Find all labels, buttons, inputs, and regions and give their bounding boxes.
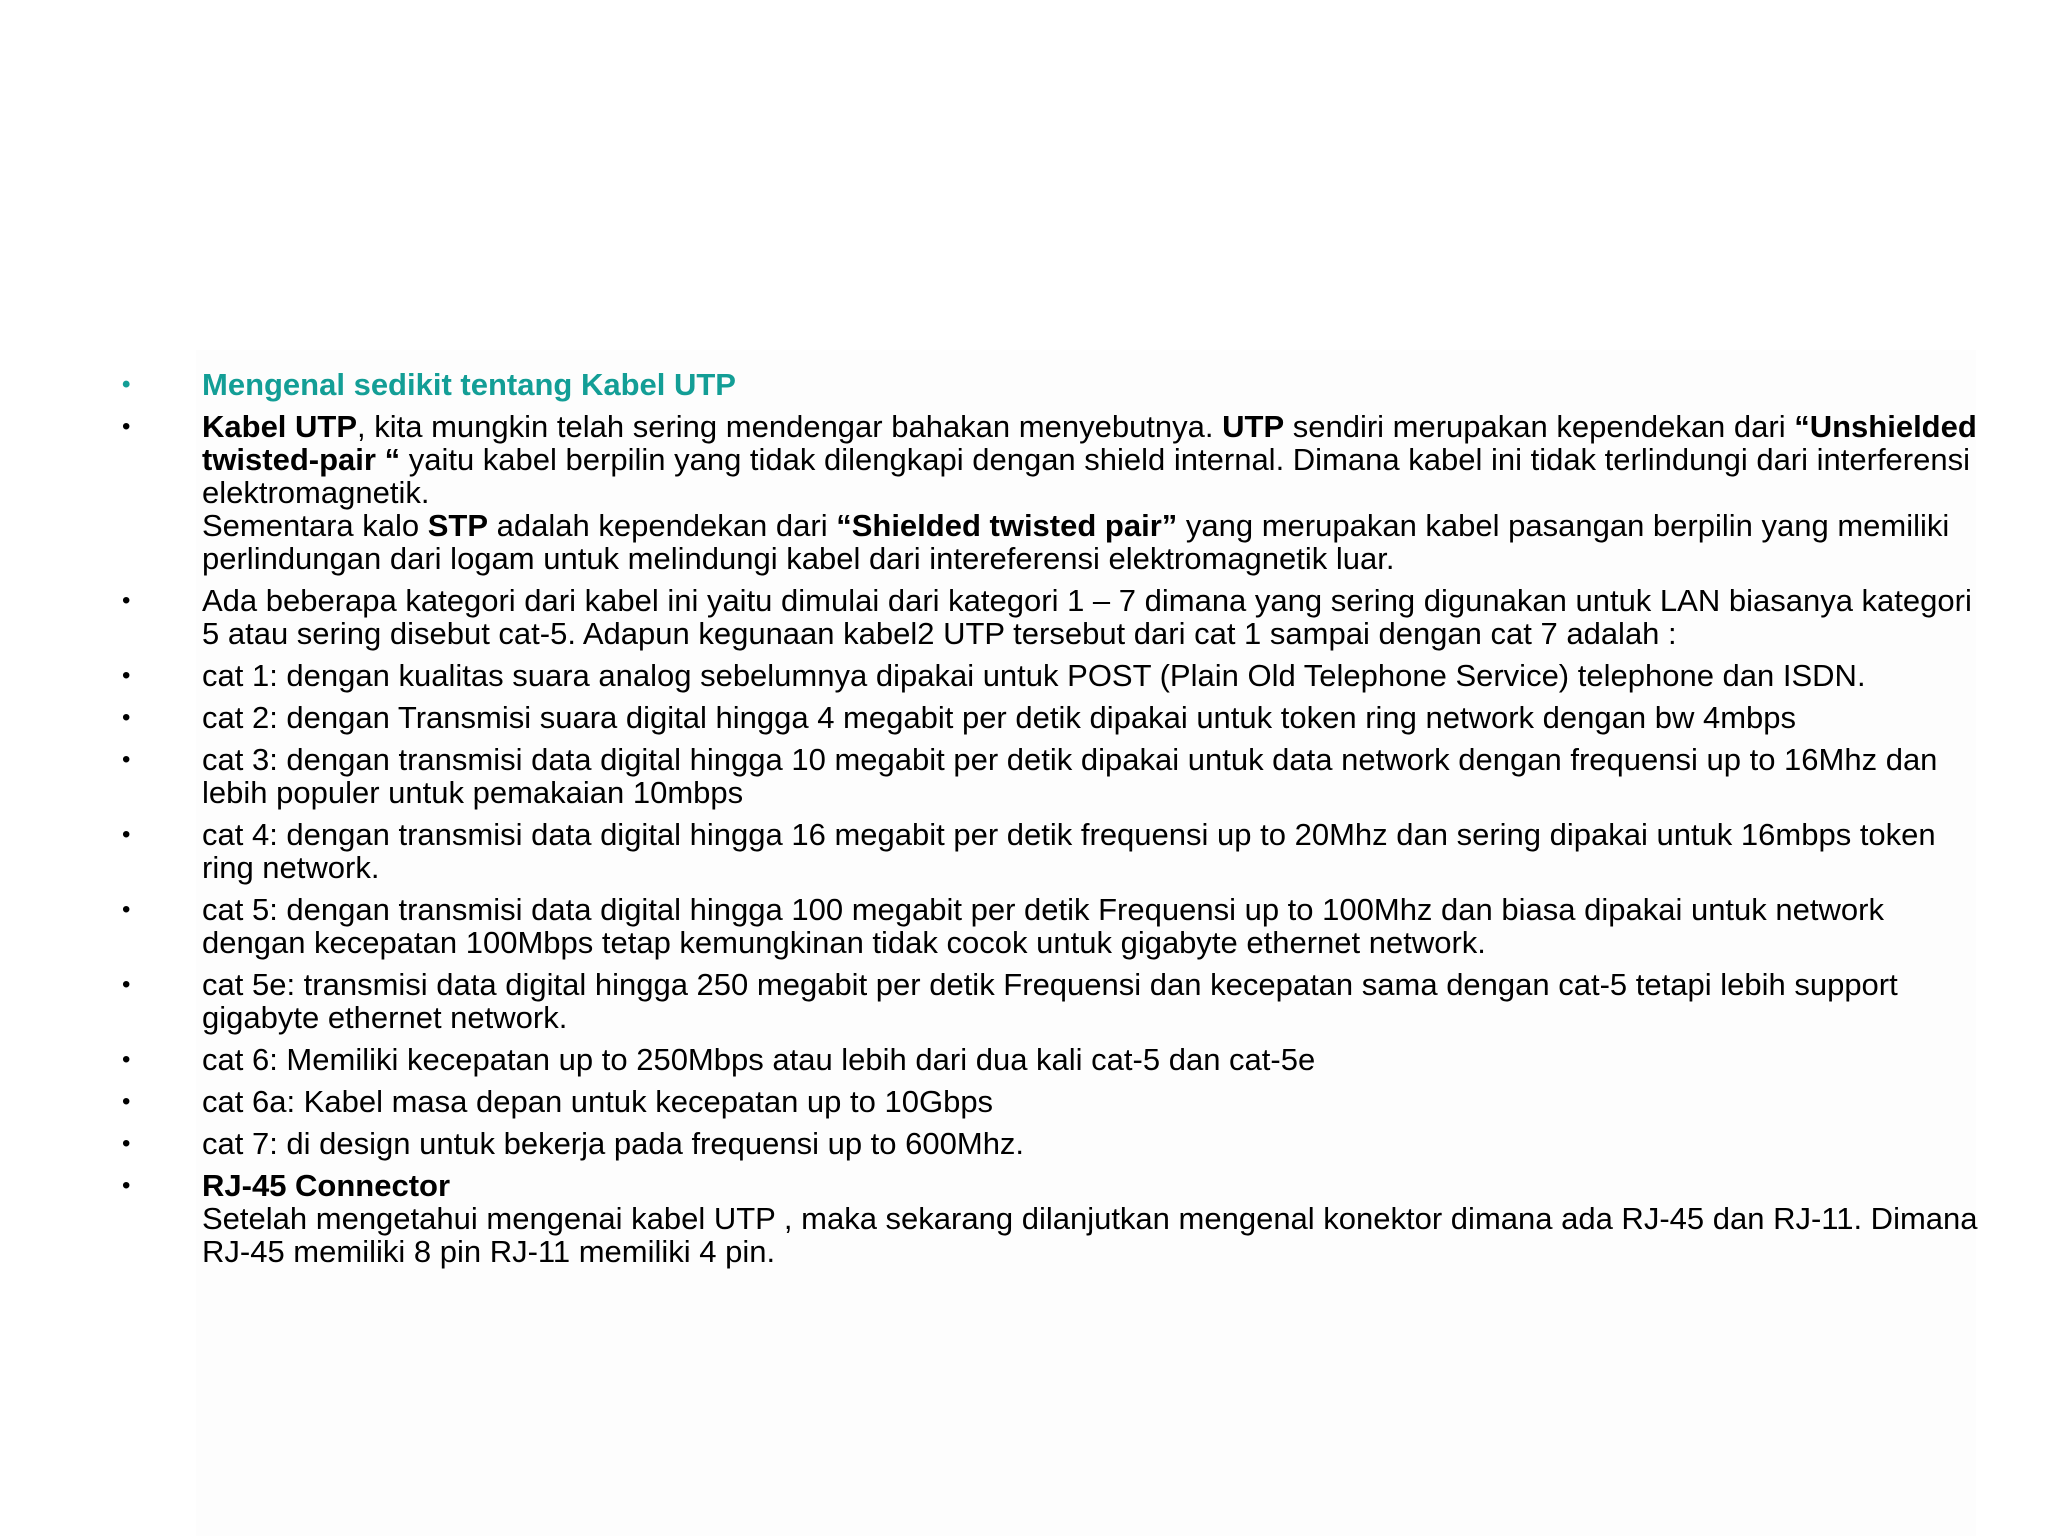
connector-title: RJ-45 Connector <box>202 1168 451 1203</box>
cat-text: cat 7: di design untuk bekerja pada frequensi up to 600Mhz. <box>202 1126 1025 1161</box>
bullet-icon: • <box>122 1046 131 1073</box>
bullet-icon: • <box>122 704 131 731</box>
cat-item <box>118 968 1988 1034</box>
cat-text: cat 5e: transmisi data digital hingga 250 megabit per detik Frequensi dan kecepatan sama dengan cat-5 tetapi lebih support gigabyte ethernet network. <box>202 967 1898 1035</box>
cat-text: cat 1: dengan kualitas suara analog sebelumnya dipakai untuk POST (Plain Old Telephone Service) telephone dan ISDN. <box>202 658 1866 693</box>
intro-text-3: yaitu kabel berpilin yang tidak dilengkapi dengan shield internal. Dimana kabel ini tidak terlindungi dari interferensi elektromagnetik. <box>202 442 1970 510</box>
bullet-icon: • <box>122 662 131 689</box>
cat-item <box>118 743 1988 809</box>
intro-text-4: Sementara kalo <box>202 508 428 543</box>
cat-item <box>118 701 1988 734</box>
section-heading: Mengenal sedikit tentang Kabel UTP <box>202 367 736 402</box>
intro-text-6: yang merupakan kabel pasangan berpilin yang memiliki perlindungan dari logam untuk melindungi kabel dari intereferensi elektromagnetik luar. <box>202 508 1950 576</box>
term-unshielded: “Unshielded twisted-pair “ <box>202 409 1977 477</box>
term-utp: UTP <box>1222 409 1285 444</box>
intro-item <box>118 410 1988 575</box>
cat-item <box>118 1085 1988 1118</box>
bullet-icon: • <box>122 821 131 848</box>
cat-item <box>118 1043 1988 1076</box>
intro-text-2: sendiri merupakan kependekan dari <box>1284 409 1795 444</box>
cat-text: cat 4: dengan transmisi data digital hingga 16 megabit per detik frequensi up to 20Mhz dan sering dipakai untuk 16mbps token ring network. <box>202 817 1936 885</box>
term-stp: STP <box>427 508 489 543</box>
cat-text: cat 2: dengan Transmisi suara digital hingga 4 megabit per detik dipakai untuk token ring network dengan bw 4mbps <box>202 700 1797 735</box>
connector-item <box>118 1169 1988 1268</box>
categories-intro-item <box>118 584 1988 650</box>
term-shielded: “Shielded twisted pair” <box>836 508 1178 543</box>
bullet-icon: • <box>122 371 131 398</box>
bullet-icon: • <box>122 896 131 923</box>
cat-text: cat 3: dengan transmisi data digital hingga 10 megabit per detik dipakai untuk data network dengan frequensi up to 16Mhz dan lebih populer untuk pemakaian 10mbps <box>202 742 1938 810</box>
bullet-icon: • <box>122 746 131 773</box>
cat-text: cat 6a: Kabel masa depan untuk kecepatan up to 10Gbps <box>202 1084 994 1119</box>
term-kabel-utp: Kabel UTP <box>202 409 358 444</box>
bullet-icon: • <box>122 413 131 440</box>
intro-text-1: , kita mungkin telah sering mendengar bahakan menyebutnya. <box>357 409 1223 444</box>
bullet-list <box>118 368 1988 1277</box>
heading-item <box>118 368 1988 401</box>
cat-item <box>118 1127 1988 1160</box>
categories-intro-text: Ada beberapa kategori dari kabel ini yaitu dimulai dari kategori 1 – 7 dimana yang sering digunakan untuk LAN biasanya kategori 5 atau sering disebut cat-5. Adapun kegunaan kabel2 UTP tersebut dari cat 1 sampai dengan cat 7 adalah : <box>202 583 1972 651</box>
connector-text: Setelah mengetahui mengenai kabel UTP , maka sekarang dilanjutkan mengenal konektor dimana ada RJ-45 dan RJ-11. Dimana RJ-45 memiliki 8 pin RJ-11 memiliki 4 pin. <box>202 1201 1978 1269</box>
cat-item <box>118 659 1988 692</box>
cat-text: cat 5: dengan transmisi data digital hingga 100 megabit per detik Frequensi up to 100Mhz dan biasa dipakai untuk network dengan kecepatan 100Mbps tetap kemungkinan tidak cocok untuk gigabyte ethernet network. <box>202 892 1884 960</box>
cat-item <box>118 893 1988 959</box>
intro-text-5: adalah kependekan dari <box>488 508 837 543</box>
bullet-icon: • <box>122 1172 131 1199</box>
cat-item <box>118 818 1988 884</box>
bullet-icon: • <box>122 587 131 614</box>
bullet-icon: • <box>122 1130 131 1157</box>
bullet-icon: • <box>122 971 131 998</box>
bullet-icon: • <box>122 1088 131 1115</box>
cat-text: cat 6: Memiliki kecepatan up to 250Mbps atau lebih dari dua kali cat-5 dan cat-5e <box>202 1042 1316 1077</box>
